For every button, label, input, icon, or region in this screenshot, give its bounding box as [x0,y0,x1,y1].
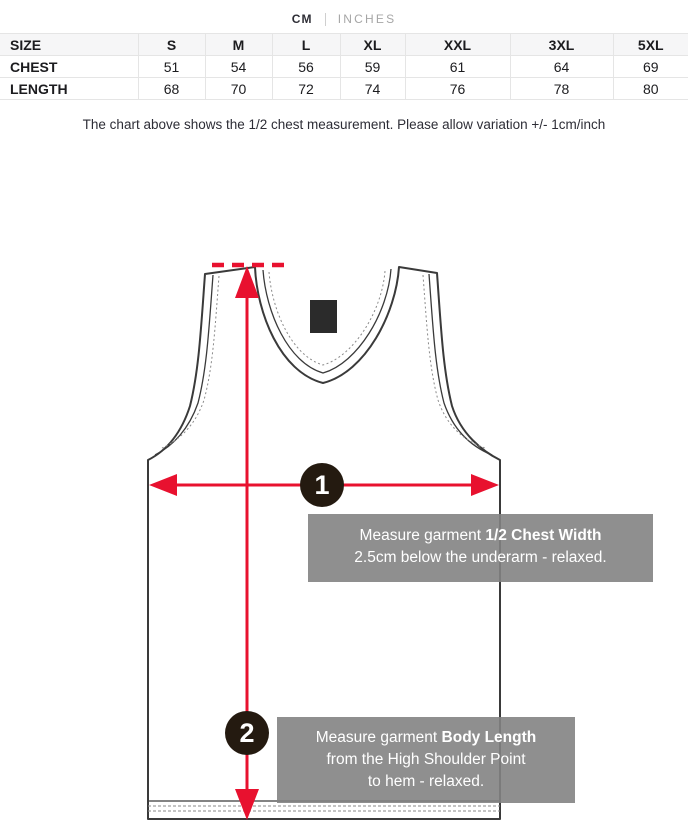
column-header-l: L [272,34,340,56]
annotation-chest-line2: 2.5cm below the underarm - relaxed. [354,549,607,566]
length-value: 78 [510,78,613,100]
column-header-s: S [138,34,205,56]
length-value: 76 [405,78,510,100]
measurement-diagram [0,236,688,836]
column-header-5xl: 5XL [613,34,688,56]
badge-2-number: 2 [239,718,255,748]
column-header-m: M [205,34,272,56]
chest-value: 61 [405,56,510,78]
length-value: 70 [205,78,272,100]
annotation-chest-width [308,514,653,582]
chest-value: 56 [272,56,340,78]
annotation-body-length [277,717,575,803]
column-header-xxl: XXL [405,34,510,56]
unit-cm-button[interactable]: CM [291,12,313,26]
chest-value: 59 [340,56,405,78]
badge-1-number: 1 [314,470,330,500]
neck-label-tag [310,300,337,333]
column-header-xl: XL [340,34,405,56]
annotation-chest-line1: Measure garment 1/2 Chest Width [359,527,602,544]
chest-value: 51 [138,56,205,78]
size-table-header-row [0,34,688,56]
chest-value: 64 [510,56,613,78]
chest-value: 69 [613,56,688,78]
row-label-chest: CHEST [0,56,138,78]
length-value: 72 [272,78,340,100]
column-header-3xl: 3XL [510,34,613,56]
length-value: 74 [340,78,405,100]
unit-inches-button[interactable]: INCHES [337,12,397,26]
annotation-length-line1: Measure garment Body Length [315,729,537,746]
row-label-length: LENGTH [0,78,138,100]
table-row-chest [0,56,688,78]
length-value: 80 [613,78,688,100]
badge-1 [300,463,344,507]
annotation-length-line2: from the High Shoulder Point [326,751,526,768]
unit-toggle [0,0,688,28]
size-table [0,33,688,100]
table-row-length [0,78,688,100]
chest-value: 54 [205,56,272,78]
unit-divider [325,13,326,26]
note-text: The chart above shows the 1/2 chest measurement. Please allow variation +/- 1cm/inch [82,117,606,132]
column-header-size: SIZE [0,34,138,56]
length-value: 68 [138,78,205,100]
annotation-length-line3: to hem - relaxed. [367,773,485,790]
badge-2 [225,711,269,755]
